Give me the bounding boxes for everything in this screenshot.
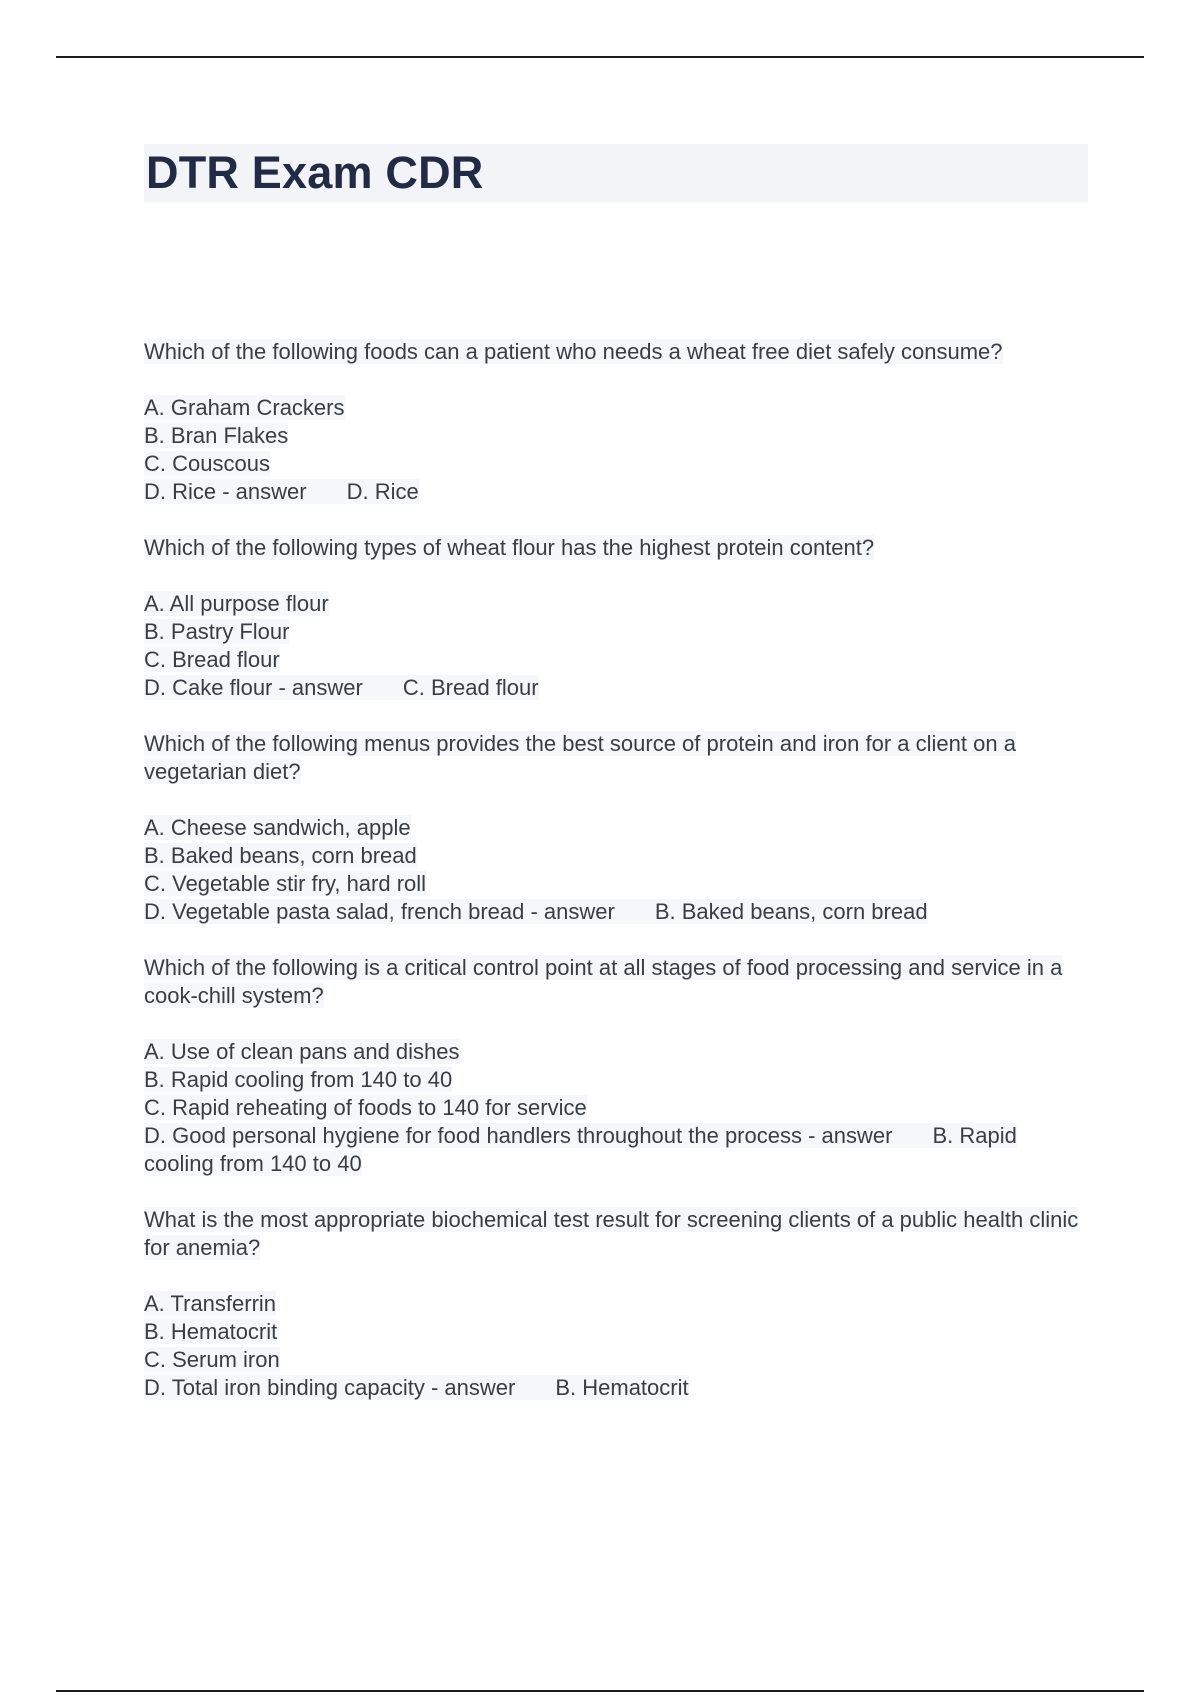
question-text: [144, 338, 1088, 366]
option-b: B. Bran Flakes: [144, 423, 289, 448]
option-c: C. Rapid reheating of foods to 140 for service: [144, 1095, 587, 1120]
question-item: [144, 338, 1088, 506]
option-d: D. Total iron binding capacity - answer: [144, 1375, 516, 1400]
correct-answer: B. Rapid cooling from 140 to 40: [144, 1123, 1017, 1176]
correct-answer: C. Bread flour: [402, 675, 539, 700]
option-b: B. Baked beans, corn bread: [144, 843, 417, 868]
question-item: [144, 534, 1088, 702]
option-c: C. Bread flour: [144, 647, 280, 672]
question-text: [144, 954, 1088, 1010]
question-item: [144, 1206, 1088, 1402]
question-item: [144, 730, 1088, 926]
question-prompt: Which of the following menus provides the best source of protein and iron for a client on a vegetarian diet?: [144, 731, 1016, 784]
option-a: A. Transferrin: [144, 1291, 277, 1316]
correct-answer: B. Baked beans, corn bread: [654, 899, 928, 924]
option-a: A. Graham Crackers: [144, 395, 345, 420]
correct-answer: B. Hematocrit: [555, 1375, 689, 1400]
option-d: D. Cake flour - answer: [144, 675, 363, 700]
option-b: B. Hematocrit: [144, 1319, 278, 1344]
question-text: [144, 1206, 1088, 1262]
option-d: D. Rice - answer: [144, 479, 307, 504]
question-prompt: What is the most appropriate biochemical test result for screening clients of a public health clinic for anemia?: [144, 1207, 1079, 1260]
option-c: C. Couscous: [144, 451, 270, 476]
option-a: A. Cheese sandwich, apple: [144, 815, 411, 840]
question-prompt: Which of the following foods can a patient who needs a wheat free diet safely consume?: [144, 339, 1003, 364]
option-c: C. Vegetable stir fry, hard roll: [144, 871, 427, 896]
question-item: [144, 954, 1088, 1178]
title-banner: [144, 144, 1088, 202]
top-rule: [56, 56, 1144, 58]
bottom-rule: [56, 1690, 1144, 1692]
option-d: D. Vegetable pasta salad, french bread - answer: [144, 899, 615, 924]
option-a: A. Use of clean pans and dishes: [144, 1039, 460, 1064]
option-d: D. Good personal hygiene for food handlers throughout the process - answer: [144, 1123, 893, 1148]
document-title: DTR Exam CDR: [146, 147, 484, 198]
question-prompt: Which of the following types of wheat flour has the highest protein content?: [144, 535, 875, 560]
option-c: C. Serum iron: [144, 1347, 280, 1372]
question-prompt: Which of the following is a critical control point at all stages of food processing and service in a cook-chill system?: [144, 955, 1063, 1008]
question-text: [144, 730, 1088, 786]
option-a: A. All purpose flour: [144, 591, 329, 616]
document-body: [144, 144, 1088, 1430]
option-b: B. Pastry Flour: [144, 619, 290, 644]
option-b: B. Rapid cooling from 140 to 40: [144, 1067, 453, 1092]
question-text: [144, 534, 1088, 562]
correct-answer: D. Rice: [346, 479, 419, 504]
question-list: [144, 338, 1088, 1402]
